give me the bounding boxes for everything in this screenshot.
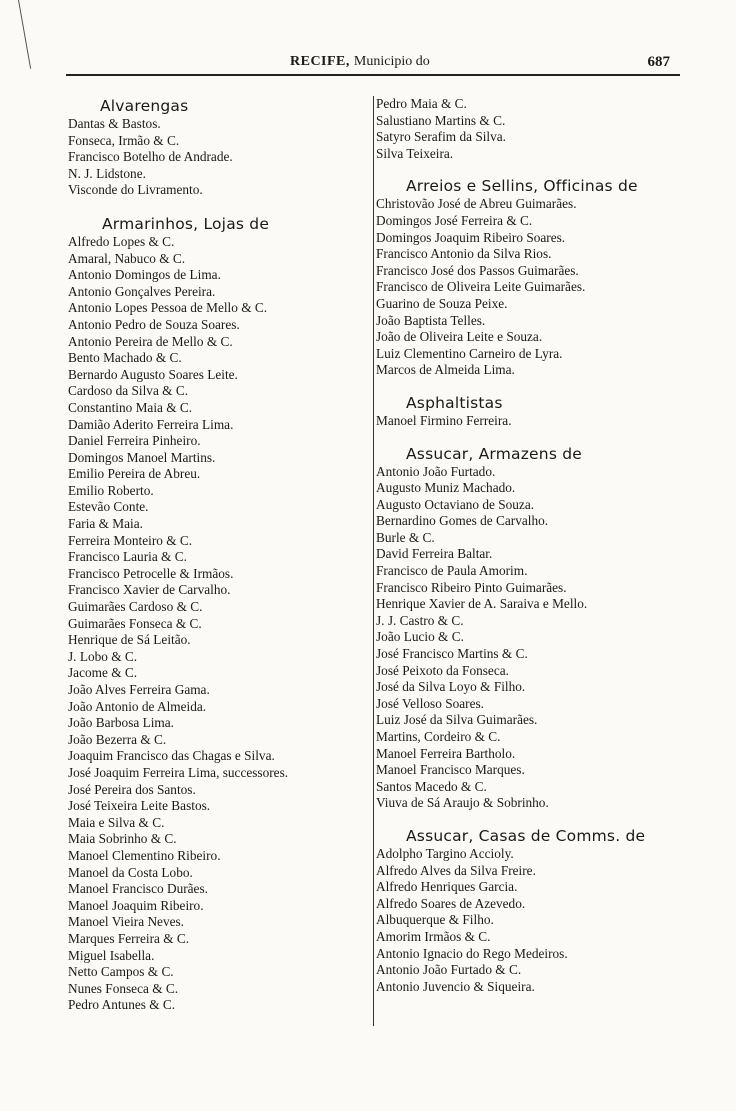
directory-entry: Manoel Clementino Ribeiro. <box>68 847 221 863</box>
directory-entry: Guimarães Cardoso & C. <box>68 599 203 615</box>
directory-entry: Maia e Silva & C. <box>68 814 165 830</box>
directory-entry: Antonio Domingos de Lima. <box>68 267 221 283</box>
directory-entry: Jacome & C. <box>68 665 138 681</box>
page-header <box>66 54 680 80</box>
directory-entry: João Baptista Telles. <box>376 312 486 328</box>
directory-entry: Francisco Lauria & C. <box>68 549 187 565</box>
section-heading: Assucar, Casas de Comms. de <box>406 826 646 845</box>
running-title-subtitle: Municipio do <box>353 54 430 69</box>
directory-entry: José da Silva Loyo & Filho. <box>376 679 526 695</box>
directory-entry: João Barbosa Lima. <box>68 715 174 731</box>
directory-entry: Amorim Irmãos & C. <box>376 928 491 944</box>
directory-entry: Henrique Xavier de A. Saraiva e Mello. <box>376 596 588 612</box>
directory-entry: José Teixeira Leite Bastos. <box>68 798 211 814</box>
directory-entry: Joaquim Francisco das Chagas e Silva. <box>68 748 275 764</box>
directory-entry: Constantino Maia & C. <box>68 399 193 415</box>
section-heading: Arreios e Sellins, Officinas de <box>406 177 638 196</box>
directory-entry: Pedro Antunes & C. <box>68 997 176 1013</box>
directory-entry: João Bezerra & C. <box>68 731 167 747</box>
directory-entry: Amaral, Nabuco & C. <box>68 250 186 266</box>
right-column <box>376 96 676 995</box>
directory-entry: Luiz José da Silva Guimarães. <box>376 712 538 728</box>
directory-entry: Francisco Xavier de Carvalho. <box>68 582 231 598</box>
directory-entry: Manoel Firmino Ferreira. <box>376 412 512 428</box>
directory-entry: Francisco Petrocelle & Irmãos. <box>68 565 234 581</box>
directory-entry: Antonio Pedro de Souza Soares. <box>68 316 240 332</box>
directory-entry: Augusto Muniz Machado. <box>376 480 516 496</box>
directory-entry: Francisco de Paula Amorim. <box>376 563 528 579</box>
directory-entry: Maia Sobrinho & C. <box>68 831 177 847</box>
directory-entry: David Ferreira Baltar. <box>376 546 493 562</box>
directory-entry: Miguel Isabella. <box>68 947 155 963</box>
column-divider <box>373 96 374 1026</box>
directory-entry: Manoel Vieira Neves. <box>68 914 185 930</box>
directory-entry: Fonseca, Irmão & C. <box>68 132 180 148</box>
directory-entry: Christovão José de Abreu Guimarães. <box>376 196 577 212</box>
directory-entry: José Joaquim Ferreira Lima, successores. <box>68 764 289 780</box>
directory-entry: Bernardo Augusto Soares Leite. <box>68 366 238 382</box>
directory-entry: Antonio Gonçalves Pereira. <box>68 283 216 299</box>
directory-entry: Cardoso da Silva & C. <box>68 383 189 399</box>
directory-entry: Salustiano Martins & C. <box>376 112 506 128</box>
directory-entry: João de Oliveira Leite e Souza. <box>376 329 543 345</box>
directory-entry: Silva Teixeira. <box>376 145 454 161</box>
directory-entry: Alfredo Lopes & C. <box>68 233 175 249</box>
directory-entry: José Velloso Soares. <box>376 695 484 711</box>
directory-entry: Damião Aderito Ferreira Lima. <box>68 416 234 432</box>
directory-entry: Bento Machado & C. <box>68 350 182 366</box>
directory-entry: Antonio João Furtado & C. <box>376 962 522 978</box>
directory-entry: Francisco Botelho de Andrade. <box>68 149 233 165</box>
section-heading: Asphaltistas <box>406 393 503 412</box>
directory-entry: João Lucio & C. <box>376 629 464 645</box>
directory-entry: Manoel Ferreira Bartholo. <box>376 745 516 761</box>
directory-entry: Francisco Ribeiro Pinto Guimarães. <box>376 579 567 595</box>
directory-entry: Domingos José Ferreira & C. <box>376 212 533 228</box>
directory-entry: Marcos de Almeida Lima. <box>376 362 515 378</box>
directory-entry: João Antonio de Almeida. <box>68 698 207 714</box>
directory-entry: Burle & C. <box>376 529 435 545</box>
directory-entry: Alfredo Alves da Silva Freire. <box>376 862 536 878</box>
directory-entry: Emilio Roberto. <box>68 482 154 498</box>
directory-entry: João Alves Ferreira Gama. <box>68 682 210 697</box>
section-heading: Armarinhos, Lojas de <box>102 214 270 233</box>
directory-entry: José Peixoto da Fonseca. <box>376 662 509 678</box>
directory-entry: N. J. Lidstone. <box>68 165 146 181</box>
directory-entry: Antonio Pereira de Mello & C. <box>68 333 233 349</box>
header-rule <box>66 74 680 76</box>
directory-entry: Faria & Maia. <box>68 516 143 532</box>
directory-entry: Antonio João Furtado. <box>376 463 496 479</box>
directory-entry: José Pereira dos Santos. <box>68 781 196 797</box>
directory-entry: Francisco Antonio da Silva Rios. <box>376 246 552 262</box>
left-column <box>68 96 373 1014</box>
directory-entry: J. J. Castro & C. <box>376 612 464 628</box>
running-title-city: RECIFE, <box>290 54 350 69</box>
directory-entry: Alfredo Henriques Garcia. <box>376 879 518 895</box>
directory-entry: Domingos Joaquim Ribeiro Soares. <box>376 229 566 245</box>
directory-entry: Emilio Pereira de Abreu. <box>68 466 201 482</box>
directory-entry: Alfredo Soares de Azevedo. <box>376 895 526 911</box>
directory-entry: Manoel Francisco Marques. <box>376 762 525 778</box>
directory-entry: Visconde do Livramento. <box>68 182 203 198</box>
directory-entry: Francisco José dos Passos Guimarães. <box>376 262 579 278</box>
directory-entry: Albuquerque & Filho. <box>376 912 494 928</box>
directory-entry: Henrique de Sá Leitão. <box>68 632 191 648</box>
directory-entry: Luiz Clementino Carneiro de Lyra. <box>376 345 563 361</box>
directory-entry: Pedro Maia & C. <box>376 96 467 111</box>
directory-entry: Antonio Lopes Pessoa de Mello & C. <box>68 300 268 316</box>
directory-entry: Antonio Ignacio do Rego Medeiros. <box>376 945 568 961</box>
directory-entry: J. Lobo & C. <box>68 648 138 664</box>
directory-entry: Marques Ferreira & C. <box>68 930 190 946</box>
directory-entry: Domingos Manoel Martins. <box>68 449 216 465</box>
directory-entry: Martins, Cordeiro & C. <box>376 729 501 744</box>
directory-entry: Estevão Conte. <box>68 499 149 515</box>
directory-entry: Netto Campos & C. <box>68 964 174 980</box>
directory-entry: Daniel Ferreira Pinheiro. <box>68 433 201 449</box>
directory-entry: Satyro Serafim da Silva. <box>376 129 506 145</box>
directory-entry: Guarino de Souza Peixe. <box>376 295 508 311</box>
directory-entry: Manoel Joaquim Ribeiro. <box>68 897 204 913</box>
directory-entry: José Francisco Martins & C. <box>376 646 528 662</box>
directory-entry: Guimarães Fonseca & C. <box>68 615 202 631</box>
directory-entry: Francisco de Oliveira Leite Guimarães. <box>376 279 586 295</box>
margin-pen-line <box>18 0 31 69</box>
running-title <box>290 54 430 70</box>
section-heading: Alvarengas <box>100 97 189 115</box>
directory-entry: Antonio Juvencio & Siqueira. <box>376 978 535 994</box>
directory-entry: Bernardino Gomes de Carvalho. <box>376 513 549 529</box>
directory-entry: Dantas & Bastos. <box>68 116 161 131</box>
directory-entry: Manoel da Costa Lobo. <box>68 864 193 880</box>
directory-entry: Ferreira Monteiro & C. <box>68 532 193 548</box>
directory-entry: Adolpho Targino Accioly. <box>376 845 514 861</box>
section-heading: Assucar, Armazens de <box>406 444 582 463</box>
directory-entry: Augusto Octaviano de Souza. <box>376 496 535 512</box>
page-number: 687 <box>647 54 670 70</box>
directory-entry: Nunes Fonseca & C. <box>68 980 179 996</box>
directory-entry: Santos Macedo & C. <box>376 778 487 794</box>
directory-entry: Manoel Francisco Durães. <box>68 881 208 897</box>
directory-entry: Viuva de Sá Araujo & Sobrinho. <box>376 795 549 811</box>
